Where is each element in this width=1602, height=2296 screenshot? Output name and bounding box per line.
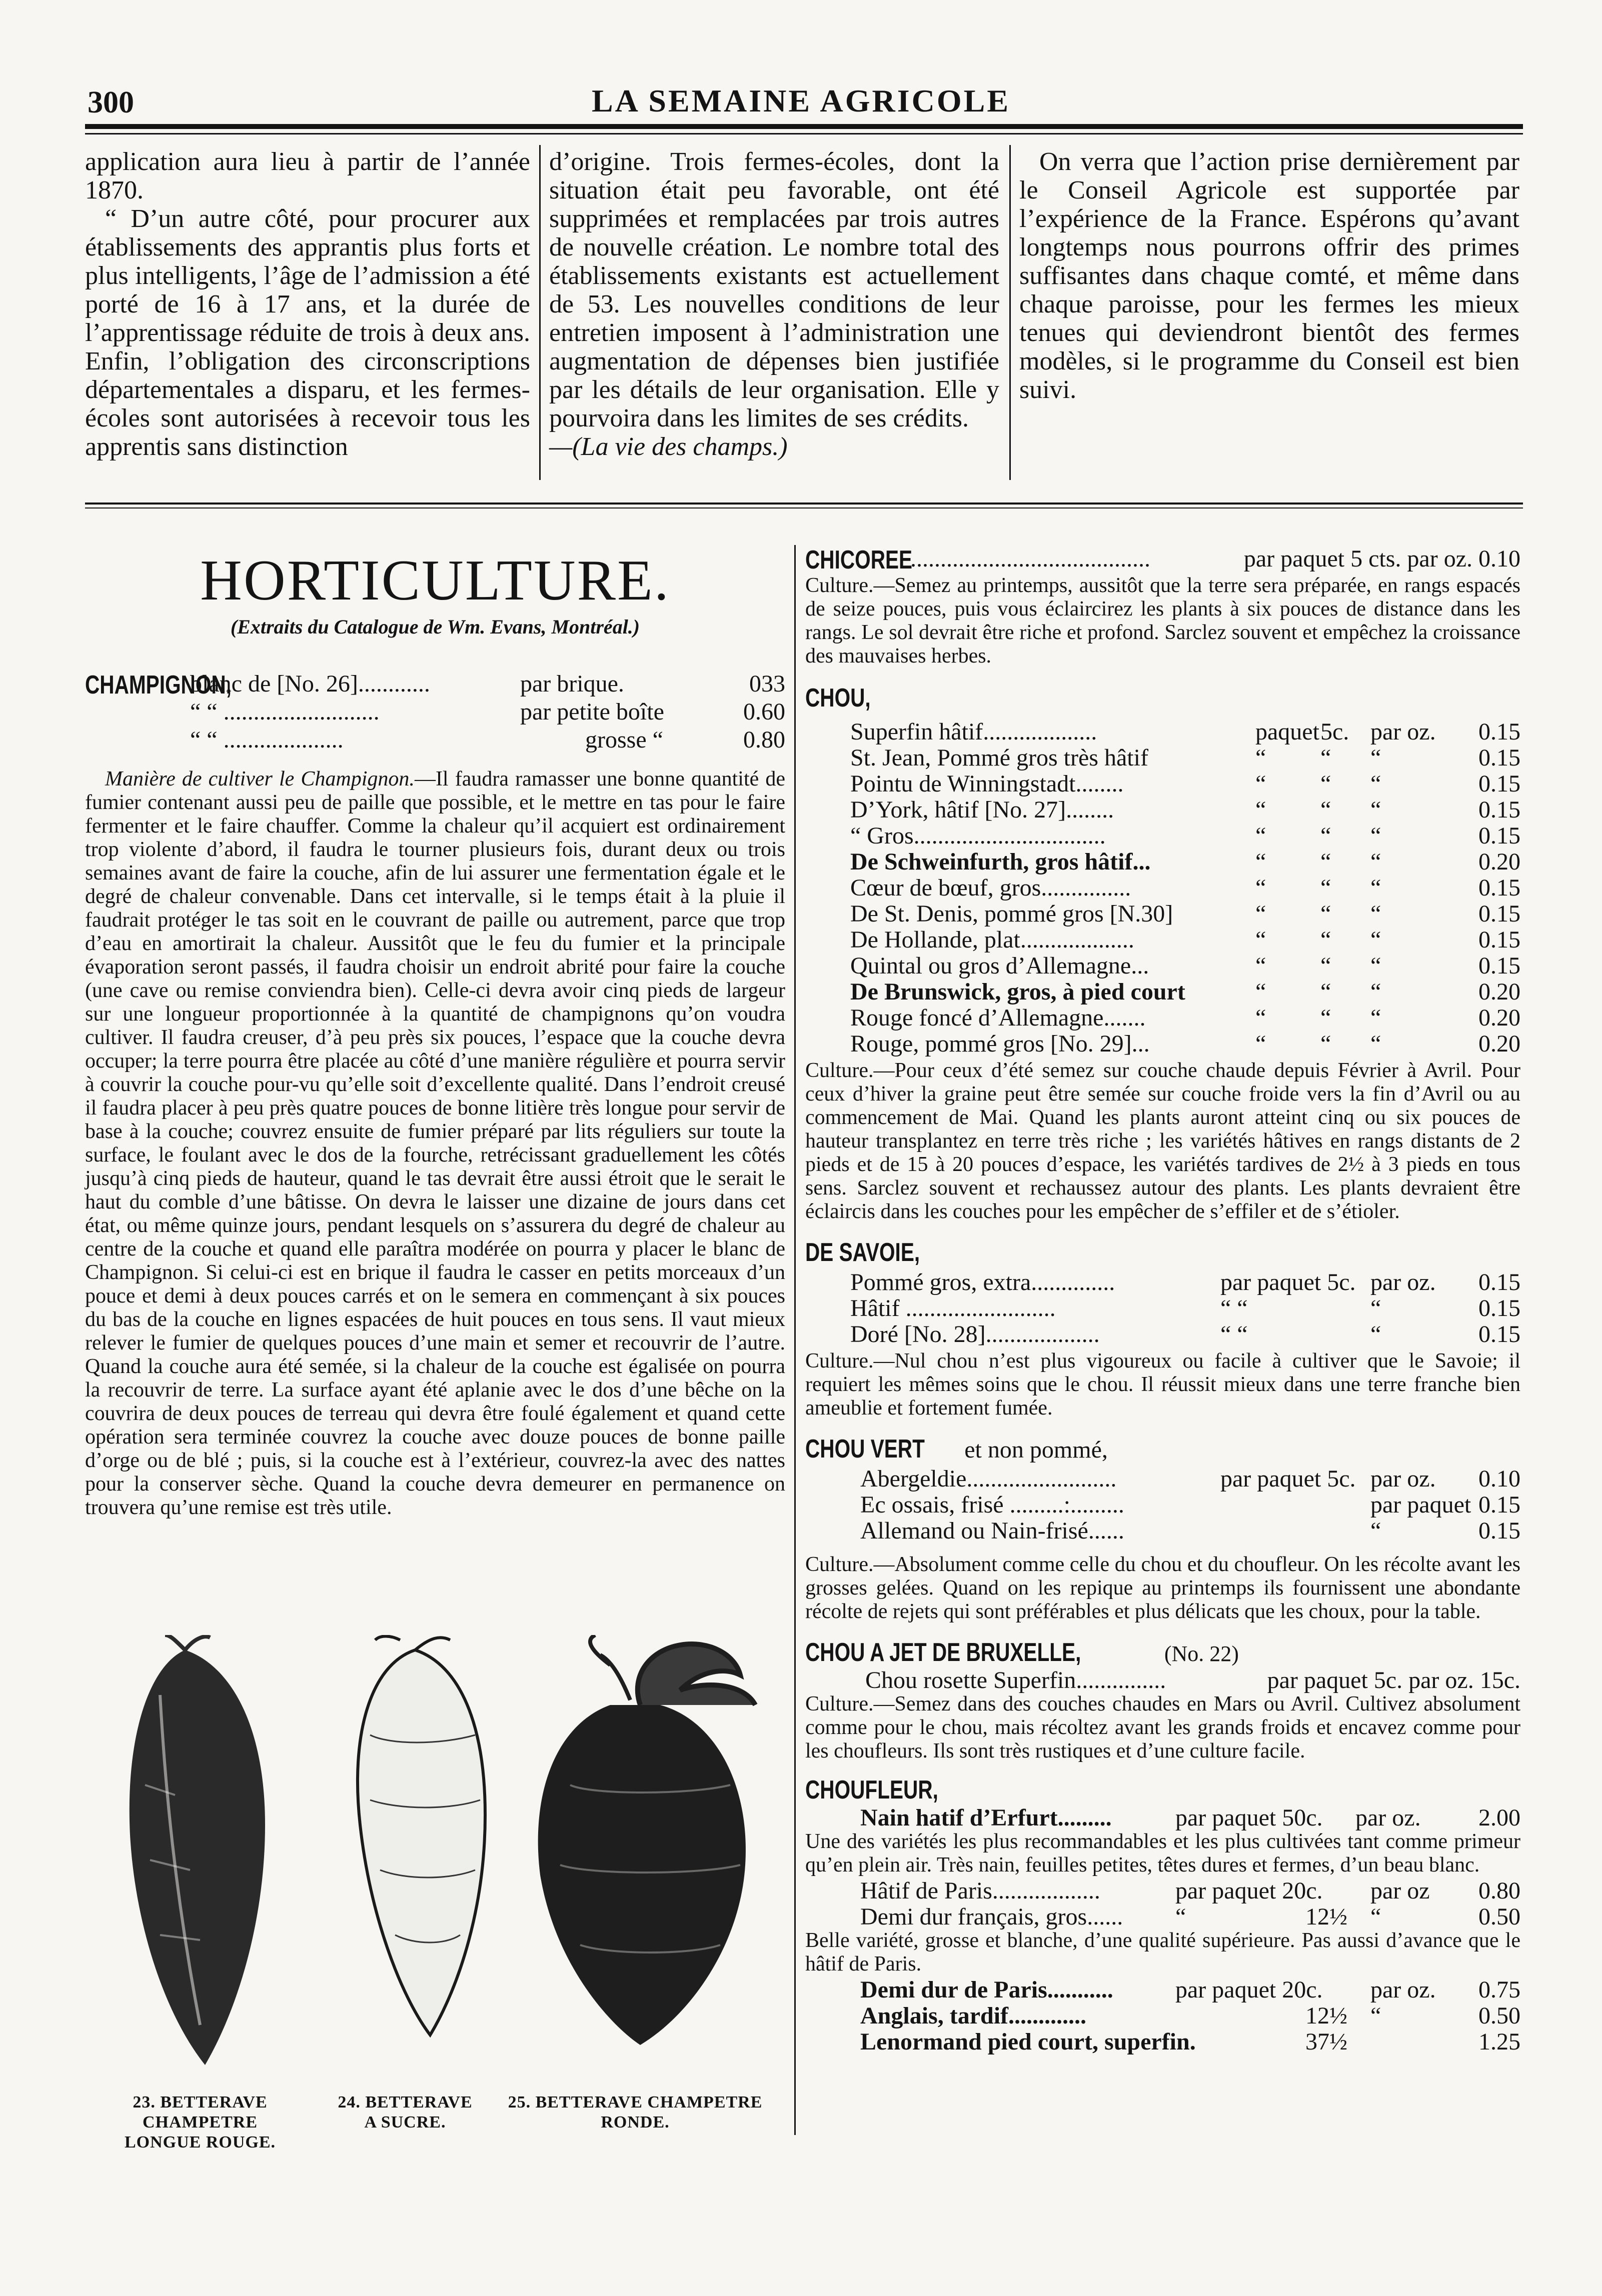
- item-label: Rouge foncé d’Allemagne.......: [850, 1004, 1146, 1031]
- item-price: 0.15: [1478, 874, 1520, 901]
- bruxelles-row: [805, 1666, 1520, 1692]
- chicoree-row: [805, 545, 1520, 574]
- item-price: 0.15: [1478, 822, 1520, 849]
- price-col: “: [1370, 770, 1381, 797]
- item-price: 0.20: [1478, 848, 1520, 875]
- price-col: par paquet 20c.: [1175, 1878, 1323, 1904]
- item-label: Demi dur de Paris...........: [860, 1976, 1113, 2003]
- chou-vert-culture: Culture.—Absolument comme celle du chou et du choufleur. On les récolte avant les grosses gelées. Quand on les repique au printemps ils fournissent une abondante récolte de rejets qui sont préférables et plus délicats que les choux, pour la table.: [805, 1553, 1520, 1623]
- price-col: “: [1320, 822, 1331, 849]
- item-label: Pommé gros, extra..............: [850, 1269, 1115, 1296]
- price-row: [805, 1268, 1520, 1294]
- price-col: “: [1320, 1030, 1331, 1057]
- beet-long-red-icon: [130, 1635, 265, 2065]
- price-row: [805, 2028, 1520, 2054]
- item-price: 0.50: [1478, 1904, 1520, 1930]
- price-row: [805, 1903, 1520, 1929]
- caption-line: 25. BETTERAVE CHAMPETRE: [508, 2093, 763, 2112]
- price-col: “: [1320, 900, 1331, 927]
- price-col: par oz.: [1370, 1976, 1436, 2003]
- price-col: “ “: [1220, 1295, 1248, 1322]
- journal-title: LA SEMAINE AGRICOLE: [591, 83, 1011, 118]
- price-col: 5c.: [1320, 718, 1349, 745]
- item-label: D’York, hâtif [No. 27]........: [850, 796, 1114, 823]
- price-col: “: [1255, 874, 1266, 901]
- price-col: par paquet: [1370, 1492, 1471, 1518]
- item-label: Cœur de bœuf, gros...............: [850, 874, 1131, 901]
- price-col: “: [1370, 978, 1381, 1005]
- price-col: par oz.: [1370, 1466, 1436, 1492]
- savoie-name: DE SAVOIE,: [805, 1238, 920, 1267]
- top-column-2: [549, 148, 999, 461]
- bruxelles-price: par paquet 5c. par oz. 15c.: [1267, 1667, 1520, 1694]
- item-price: 0.15: [1478, 1295, 1520, 1322]
- price-col: “: [1370, 952, 1381, 979]
- chou-table: [805, 718, 1520, 1056]
- price-row: [805, 900, 1520, 926]
- price-col: 37½: [1305, 2028, 1347, 2055]
- top-col1-para1: application aura lieu à partir de l’année 1870.: [85, 148, 530, 204]
- price-col: “: [1175, 1904, 1186, 1930]
- price-col: “: [1320, 952, 1331, 979]
- bruxelles-label: Chou rosette Superfin...............: [865, 1667, 1166, 1694]
- chou-vert-heading: [805, 1434, 1520, 1465]
- chicoree-dots: ........................................: [910, 546, 1150, 572]
- section-subtitle: (Extraits du Catalogue de Wm. Evans, Montréal.): [230, 616, 640, 638]
- champignon-price: 033: [749, 670, 785, 697]
- chou-name: CHOU,: [805, 684, 871, 712]
- item-label: Rouge, pommé gros [No. 29]...: [850, 1030, 1150, 1057]
- price-col: “: [1370, 796, 1381, 823]
- price-col: “ “: [1220, 1321, 1248, 1348]
- chicoree-culture: Culture.—Semez au printemps, aussitôt que la terre sera préparée, en rangs espacés de seize pouces, puis vous éclaircirez les plants à six pouces de distance dans les rangs. Le sol devrait être riche et profond. Sarclez souvent et empêchez la croissance des mauvaises herbes.: [805, 574, 1520, 668]
- champignon-culture-body: —Il faudra ramasser une bonne quantité de fumier contenant aussi peu de paille que possible, et le mettre en tas pour le faire fermenter et le faire chauffer. Comme la chaleur qu’il acquiert est ordinairement trop violente d’abord, il faudra le tourner plusieurs fois, durant deux ou trois semaines avant de faire la couche, afin de lui assurer une fermentation égale et le degré de chaleur convenable. Dans cet intervalle, si le temps était à la pluie il faudrait protéger le tas soit en le couvrant de paille ou autrement, parce que trop d’eau en amortirait la chaleur. Aussitôt que le feu du fumier et la principale évaporation seront passés, il faudra choisir un endroit abrité pour faire la couche (une cave ou remise conviendra bien). Celle-ci devra avoir cinq pieds de largeur sur une longueur proportionnée à la quantité de champignons qu’on voudra cultiver. Il faudra creuser, d’à peu près six pouces, l’espace que la couche devra occuper; la terre pourra être placée au côté d’une manière régulière et pourra servir à couvrir la couche pour-vu qu’elle soit d’excellente qualité. Dans l’endroit creusé il faudra placer à peu près quatre pouces de bonne litière très longue pour servir de base à la couche; couvrez ensuite de fumier préparé par lits réguliers sur toute la surface, le foulant avec le dos de la fourche, retrécissant graduellement les côtés jusqu’à cinq pieds de hauteur, quand le tas devrait être aussi étroit que le serait le haut du comble d’une bâtisse. On devra le laisser une dizaine de jours dans cet état, ou même quinze jours, pendant lesquels on s’assurera du degré de chaleur au centre de la couche et quand elle paraîtra modérée on pourra y placer le blanc de Champignon. Si celui-ci est en brique il faudra le casser en petits morceaux d’un pouce et demi à deux pouces carrés et on le semera en commençant à six pouces du bas de la couche en lignes espacées de huit pouces en tous sens. Il vaut mieux relever le fumier de quelques pouces d’une main et semer et recouvrir de l’autre. Quand la couche aura été semée, si la chaleur de la couche est égalisée on pourra la recouvrir de terre. La surface ayant été aplanie avec le dos d’une bêche on la couvrira de deux pouces de terreau qui devra être foulé également et quand cette opération sera terminée couvrez la couche avec douze pouces de bonne paille d’orge ou de blé ; puis, si la couche est à l’extérieur, couvrez-la avec des nattes pour la conserver sèche. Quand la couche devra demeurer en permanence on trouvera qu’une remise est très utile.: [85, 768, 786, 1519]
- price-row: [805, 1320, 1520, 1346]
- chou-heading: [805, 683, 1520, 718]
- price-col: “: [1255, 952, 1266, 979]
- item-price: 0.75: [1478, 1976, 1520, 2003]
- item-label: Superfin hâtif...................: [850, 718, 1097, 745]
- price-col: “: [1320, 848, 1331, 875]
- price-col: “: [1370, 1030, 1381, 1057]
- item-label: Hâtif .........................: [850, 1295, 1056, 1322]
- price-col: “: [1320, 1004, 1331, 1031]
- item-label: Allemand ou Nain-frisé......: [860, 1518, 1124, 1544]
- chou-vert-name: CHOU VERT: [805, 1434, 925, 1464]
- item-label: Lenormand pied court, superfin.: [860, 2028, 1196, 2055]
- caption-line: RONDE.: [601, 2113, 670, 2132]
- item-price: 1.25: [1478, 2028, 1520, 2055]
- price-row: [805, 1491, 1520, 1517]
- savoie-table: [805, 1268, 1520, 1346]
- item-label: De Hollande, plat...................: [850, 926, 1134, 953]
- price-col: “: [1370, 2002, 1381, 2029]
- choufleur-table: [805, 1877, 1520, 1929]
- item-price: 0.50: [1478, 2002, 1520, 2029]
- price-col: “: [1255, 926, 1266, 953]
- section-title: HORTICULTURE.: [200, 548, 670, 612]
- price-col: “: [1255, 822, 1266, 849]
- price-col: “: [1320, 796, 1331, 823]
- price-col: 12½: [1305, 2002, 1347, 2029]
- champignon-price-label: par brique.: [520, 670, 624, 697]
- chou-culture: Culture.—Pour ceux d’été semez sur couche chaude depuis Février à Avril. Pour ceux d’hiver la graine peut être semée sur couche froide vers la fin d’Avril ou au commencement de Mai. Quand les plants auront atteint cinq ou six pouces de hauteur transplantez en terre très riche ; les variétés hâtives en rangs distants de 2 pieds et de 15 à 20 pouces d’espace, les variétés tardives de 2½ à 3 pieds en tous sens. Sarclez souvent et rechaussez autour des plants. Les plants devraient être éclaircis dans les couches pour les empêcher de s’effiler et de s’étioler.: [805, 1059, 1520, 1223]
- price-col: “: [1370, 926, 1381, 953]
- champignon-name: CHAMPIGNON,: [85, 670, 232, 700]
- price-col: “: [1370, 1518, 1381, 1544]
- price-col: par oz.: [1370, 718, 1436, 745]
- champignon-price: 0.80: [743, 726, 785, 753]
- price-col: “: [1255, 978, 1266, 1005]
- price-row: [805, 874, 1520, 900]
- price-col: “: [1255, 1004, 1266, 1031]
- top-col3-para: On verra que l’action prise dernièrement par le Conseil Agricole est supportée par l’expérience de la France. Espérons qu’avant longtemps nous pourrons offrir des primes suffisantes dans chaque comté, et même dans chaque paroisse, pour les fermes les mieux tenues qui deviendront bientôt des fermes modèles, si le programme du Conseil est bien suivi.: [1019, 148, 1519, 404]
- champignon-price-label: grosse “: [585, 726, 663, 753]
- item-price: 0.10: [1478, 1466, 1520, 1492]
- champignon-label: blanc de [No. 26]............: [190, 670, 430, 697]
- item-price: 0.20: [1478, 978, 1520, 1005]
- price-col: “: [1370, 848, 1381, 875]
- item-label: De Schweinfurth, gros hâtif...: [850, 848, 1151, 875]
- chicoree-price: par paquet 5 cts. par oz. 0.10: [1240, 545, 1520, 572]
- chou-vert-suffix: et non pommé,: [964, 1436, 1108, 1463]
- item-label: Doré [No. 28]...................: [850, 1321, 1100, 1348]
- item-price: 0.20: [1478, 1030, 1520, 1057]
- price-row: [805, 1804, 1520, 1830]
- item-label: Pointu de Winningstadt........: [850, 770, 1124, 797]
- price-col: par paquet 5c.: [1220, 1466, 1356, 1492]
- item-price: 0.15: [1478, 1269, 1520, 1296]
- price-col: “: [1320, 874, 1331, 901]
- price-row: [805, 978, 1520, 1004]
- column-divider: [794, 545, 796, 2135]
- top-col2-para: d’origine. Trois fermes-écoles, dont la situation était peu favorable, ont été supprimées et remplacées par trois autres de nouvelle création. Le nombre total des établissements existants est actuellement de 53. Les nouvelles conditions de leur entretien imposent à l’administration une augmentation de dépenses bien justifiée par les détails de leur organisation. Elle y pourvoira dans les limites de ses crédits.: [549, 148, 999, 432]
- champignon-row: [85, 670, 785, 700]
- price-col: “: [1370, 1295, 1381, 1322]
- item-label: Nain hatif d’Erfurt.........: [860, 1804, 1112, 1831]
- price-col: “: [1255, 744, 1266, 771]
- caption-line: LONGUE ROUGE.: [124, 2133, 276, 2152]
- champignon-price-label: par petite boîte: [520, 698, 664, 725]
- price-row: [805, 718, 1520, 744]
- top-column-1: [85, 148, 530, 461]
- price-col: “: [1370, 744, 1381, 771]
- price-row: [805, 822, 1520, 848]
- item-label: Hâtif de Paris..................: [860, 1878, 1100, 1904]
- price-col: par paquet 20c.: [1175, 1976, 1323, 2003]
- item-price: 0.15: [1478, 1492, 1520, 1518]
- beet-round-icon: [538, 1635, 755, 2045]
- bruxelles-name: CHOU A JET DE BRUXELLE,: [805, 1638, 1081, 1667]
- header-rule-thick: [85, 124, 1523, 129]
- figure-caption-25: [495, 2092, 775, 2132]
- price-col: “: [1370, 1004, 1381, 1031]
- choufleur-name: CHOUFLEUR,: [805, 1776, 938, 1804]
- item-price: 0.15: [1478, 718, 1520, 745]
- item-price: 2.00: [1478, 1804, 1520, 1831]
- item-label: De Brunswick, gros, à pied court: [850, 978, 1185, 1005]
- price-col: “: [1255, 900, 1266, 927]
- price-col: “: [1255, 796, 1266, 823]
- price-col: paquet: [1255, 718, 1319, 745]
- figure-caption-24: [320, 2092, 490, 2132]
- price-row: [805, 1294, 1520, 1320]
- figure-caption-23: [85, 2092, 315, 2152]
- price-col: “: [1370, 874, 1381, 901]
- price-col: “: [1255, 848, 1266, 875]
- price-row: [805, 1976, 1520, 2002]
- price-col: par paquet 50c.: [1175, 1804, 1323, 1831]
- price-col: “: [1370, 1321, 1381, 1348]
- item-label: St. Jean, Pommé gros très hâtif: [850, 744, 1148, 771]
- bruxelles-number: (No. 22): [1164, 1642, 1239, 1666]
- price-row: [805, 770, 1520, 796]
- price-col: “: [1370, 822, 1381, 849]
- price-col: “: [1255, 770, 1266, 797]
- price-row: [805, 952, 1520, 978]
- column-divider: [1009, 145, 1011, 480]
- item-label: Quintal ou gros d’Allemagne...: [850, 952, 1149, 979]
- item-price: 0.20: [1478, 1004, 1520, 1031]
- section-rule: [85, 502, 1523, 504]
- item-price: 0.15: [1478, 744, 1520, 771]
- caption-line: 23. BETTERAVE CHAMPETRE: [133, 2093, 268, 2132]
- item-price: 0.15: [1478, 1518, 1520, 1544]
- champignon-price: 0.60: [743, 698, 785, 725]
- price-row: [805, 1004, 1520, 1030]
- item-price: 0.80: [1478, 1878, 1520, 1904]
- price-col: “: [1320, 926, 1331, 953]
- beet-illustration: [90, 1635, 780, 2070]
- item-price: 0.15: [1478, 926, 1520, 953]
- item-label: Ec ossais, frisé .........:.........: [860, 1492, 1124, 1518]
- price-col: “: [1370, 900, 1381, 927]
- caption-line: 24. BETTERAVE: [338, 2093, 473, 2112]
- chou-vert-table: [805, 1465, 1520, 1543]
- caption-line: A SUCRE.: [364, 2113, 446, 2132]
- top-col2-source: —(La vie des champs.): [549, 432, 788, 461]
- champignon-culture-text: [85, 768, 785, 1520]
- price-row: [805, 1517, 1520, 1543]
- price-col: “: [1370, 1904, 1381, 1930]
- price-col: par oz: [1370, 1878, 1430, 1904]
- savoie-heading: [805, 1238, 1520, 1268]
- choufleur-heading: [805, 1775, 1520, 1804]
- chicoree-name: CHICOREE: [805, 546, 913, 574]
- item-label: Abergeldie.........................: [860, 1466, 1117, 1492]
- price-row: [805, 926, 1520, 952]
- item-price: 0.15: [1478, 1321, 1520, 1348]
- bruxelles-culture: Culture.—Semez dans des couches chaudes en Mars ou Avril. Cultivez absolument comme pour le chou, mais récoltez avant les grands froids et encavez comme pour les choufleurs. Ils sont très rustiques et d’une culture facile.: [805, 1692, 1520, 1762]
- price-row: [805, 1465, 1520, 1491]
- header-rule-thin: [85, 133, 1523, 134]
- item-label: Demi dur français, gros......: [860, 1904, 1123, 1930]
- price-row: [805, 1030, 1520, 1056]
- price-col: par paquet 5c.: [1220, 1269, 1356, 1296]
- price-row: [805, 796, 1520, 822]
- item-label: De St. Denis, pommé gros [N.30]: [850, 900, 1173, 927]
- item-label: Anglais, tardif.............: [860, 2002, 1087, 2029]
- beet-sugar-icon: [358, 1636, 485, 2036]
- page-number: 300: [88, 86, 134, 120]
- savoie-culture: Culture.—Nul chou n’est plus vigoureux ou facile à cultiver que le Savoie; il requiert les mêmes soins que le chou. Il réussit mieux dans une terre franche bien ameublie et fortement fumée.: [805, 1350, 1520, 1420]
- champignon-label: “ “ ..........................: [190, 698, 380, 725]
- item-label: “ Gros................................: [850, 822, 1106, 849]
- price-row: [805, 744, 1520, 770]
- column-divider: [539, 145, 541, 480]
- champignon-culture: [85, 768, 785, 1520]
- champignon-label: “ “ ....................: [190, 726, 344, 753]
- price-col: “: [1320, 978, 1331, 1005]
- price-col: par oz.: [1370, 1269, 1436, 1296]
- champignon-culture-title: Manière de cultiver le Champignon.: [105, 768, 415, 790]
- top-col1-para2: “ D’un autre côté, pour procurer aux établissements des apprantis plus forts et plus intelligents, l’âge de l’admission a été porté de 16 à 17 ans, et la durée de l’apprentissage réduite de trois à deux ans. Enfin, l’obligation des circonscriptions départementales a disparu, et les fermes-écoles sont autorisées à recevoir tous les apprentis sans distinction: [85, 204, 530, 461]
- top-column-3: [1019, 148, 1519, 404]
- price-row: [805, 848, 1520, 874]
- choufleur-note: Belle variété, grosse et blanche, d’une qualité supérieure. Pas aussi d’avance que le hâtif de Paris.: [805, 1929, 1520, 1976]
- catalog-column: [805, 545, 1520, 2054]
- item-price: 0.15: [1478, 796, 1520, 823]
- price-col: “: [1320, 744, 1331, 771]
- price-row: [805, 2002, 1520, 2028]
- price-col: par oz.: [1355, 1804, 1421, 1831]
- choufleur-note: Une des variétés les plus recommandables et les plus cultivées tant comme primeur qu’en plein air. Très nain, feuilles petites, têtes dures et fermes, d’un beau blanc.: [805, 1830, 1520, 1876]
- item-price: 0.15: [1478, 952, 1520, 979]
- item-price: 0.15: [1478, 770, 1520, 797]
- price-col: 12½: [1305, 1904, 1347, 1930]
- bruxelles-heading: [805, 1638, 1520, 1666]
- choufleur-table: [805, 1804, 1520, 1830]
- price-col: “: [1255, 1030, 1266, 1057]
- price-row: [805, 1877, 1520, 1903]
- choufleur-table: [805, 1976, 1520, 2054]
- item-price: 0.15: [1478, 900, 1520, 927]
- price-col: “: [1320, 770, 1331, 797]
